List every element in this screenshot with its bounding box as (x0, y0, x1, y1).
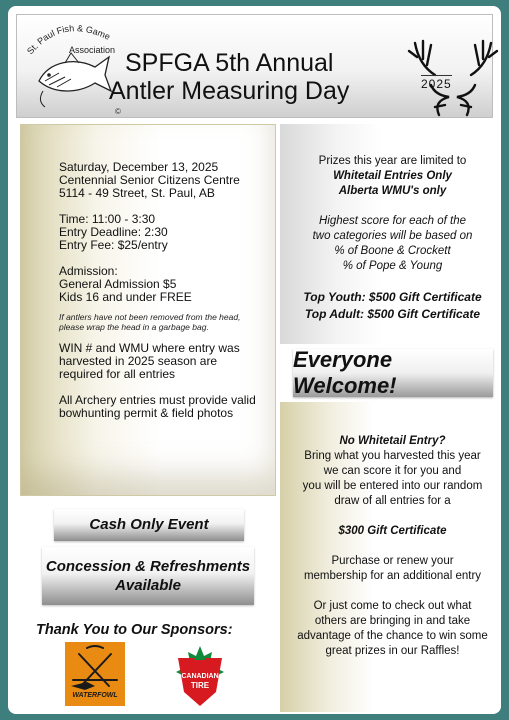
event-time: Time: 11:00 - 3:30 (59, 212, 156, 226)
event-details-panel (20, 124, 276, 496)
concession-line2: Available (115, 577, 181, 594)
score-line1: Highest score for each of the (318, 215, 467, 227)
alberta-wmu-only: Alberta WMU's only (338, 185, 447, 197)
no-whitetail-panel (280, 402, 501, 712)
event-date: Saturday, December 13, 2025 (59, 160, 219, 174)
archery-requirement-line2: bowhunting permit & field photos (59, 406, 234, 420)
top-youth-prize: Top Youth: $500 Gift Certificate (303, 290, 482, 304)
event-venue: Centennial Senior Citizens Centre (59, 173, 240, 187)
fish-logo-icon (35, 51, 113, 109)
waterfowl-sponsor-logo (65, 642, 125, 706)
copyright-mark: © (115, 107, 121, 116)
canadian-tire-text-1: CANADIAN (181, 673, 219, 680)
event-address: 5114 - 49 Street, St. Paul, AB (59, 186, 215, 200)
win-requirement-line2: harvested in 2025 season are (59, 354, 218, 368)
whitetail-only: Whitetail Entries Only (333, 170, 452, 182)
antler-note-line1: If antlers have not been removed from the head, (59, 312, 241, 322)
no-whitetail-heading: No Whitetail Entry? (339, 435, 446, 447)
concession-banner (42, 547, 254, 605)
canadian-tire-logo (172, 644, 228, 708)
club-name-text-2: Association (69, 45, 116, 55)
concession-line1: Concession & Refreshments (45, 558, 251, 575)
no-whitetail-line4: draw of all entries for a (334, 495, 451, 507)
kids-admission: Kids 16 and under FREE (59, 290, 192, 304)
prizes-panel (280, 124, 501, 344)
no-whitetail-line1: Bring what you harvested this year (304, 450, 481, 462)
score-line3: % of Boone & Crockett (334, 245, 451, 257)
admission-heading: Admission: (59, 264, 118, 278)
entry-deadline: Entry Deadline: 2:30 (59, 225, 168, 239)
no-whitetail-line3: you will be entered into our random (302, 480, 483, 492)
club-name-text: St. Paul Fish & Game (25, 23, 112, 57)
come-line3: advantage of the chance to win some (297, 630, 488, 642)
archery-requirement-line1: All Archery entries must provide valid (59, 393, 256, 407)
waterfowl-logo-text: WATERFOWL (72, 692, 118, 699)
cash-only-banner: Cash Only Event (54, 509, 244, 541)
renew-line2: membership for an additional entry (303, 570, 482, 582)
win-requirement-line3: required for all entries (59, 367, 176, 381)
win-requirement-line1: WIN # and WMU where entry was (59, 341, 240, 355)
top-adult-prize: Top Adult: $500 Gift Certificate (304, 307, 481, 321)
page-title-line1: SPFGA 5th Annual (125, 49, 334, 77)
entry-fee: Entry Fee: $25/entry (59, 238, 168, 252)
antler-note-line2: please wrap the head in a garbage bag. (59, 322, 209, 332)
renew-line1: Purchase or renew your (331, 555, 454, 567)
sponsors-heading: Thank You to Our Sponsors: (36, 622, 233, 638)
everyone-welcome-banner: Everyone Welcome! (293, 349, 493, 397)
prizes-intro: Prizes this year are limited to (318, 155, 467, 167)
come-line1: Or just come to check out what (313, 600, 472, 612)
general-admission: General Admission $5 (59, 277, 177, 291)
canadian-tire-text-2: TIRE (190, 681, 210, 690)
antlers-icon (405, 35, 501, 117)
no-whitetail-line2: we can score it for you and (323, 465, 462, 477)
year-label: 2025 (421, 77, 452, 91)
come-line4: great prizes in our Raffles! (325, 645, 460, 657)
poster (8, 6, 501, 714)
page-title-line2: Antler Measuring Day (109, 77, 350, 105)
come-line2: others are bringing in and take (314, 615, 471, 627)
header-banner (16, 14, 493, 118)
gift-certificate-prize: $300 Gift Certificate (338, 525, 447, 537)
score-line2: two categories will be based on (312, 230, 473, 242)
score-line4: % of Pope & Young (342, 260, 443, 272)
